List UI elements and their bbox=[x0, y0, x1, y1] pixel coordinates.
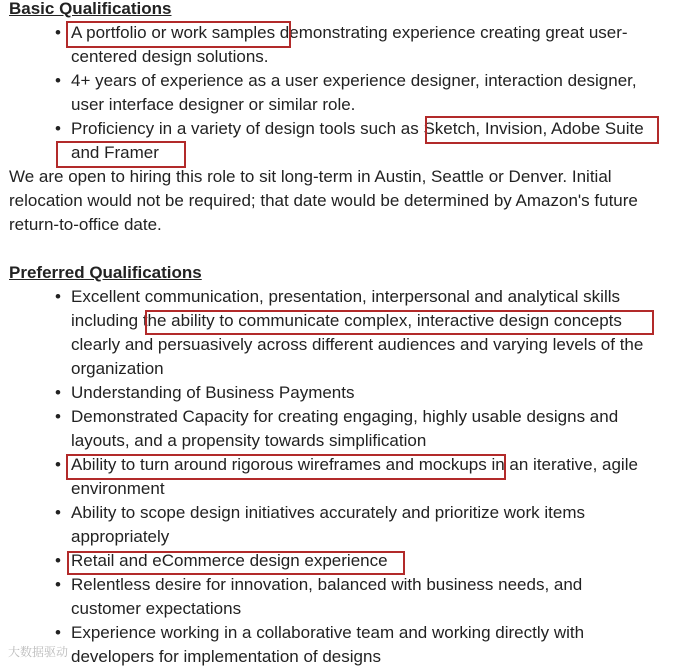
list-item bbox=[55, 117, 656, 165]
bullet-icon: • bbox=[55, 503, 61, 522]
list-item bbox=[55, 285, 656, 381]
bullet-icon: • bbox=[55, 575, 61, 594]
bullet-icon: • bbox=[55, 455, 61, 474]
watermark: 大数据驱动 bbox=[8, 645, 69, 659]
list-item bbox=[55, 621, 656, 669]
list-item bbox=[55, 21, 656, 69]
list-item-text: A portfolio or work samples demonstrating experience creating great user-centered design solutions. bbox=[71, 23, 628, 66]
list-item bbox=[55, 501, 656, 549]
bullet-icon: • bbox=[55, 551, 61, 570]
bullet-icon: • bbox=[55, 623, 61, 642]
list-item bbox=[55, 453, 656, 501]
bullet-icon: • bbox=[55, 287, 61, 306]
list-item-text: 4+ years of experience as a user experience designer, interaction designer, user interface designer or similar role. bbox=[71, 71, 637, 114]
list-item bbox=[55, 573, 656, 621]
list-item-text: Proficiency in a variety of design tools such as Sketch, Invision, Adobe Suite and Framer bbox=[71, 119, 644, 162]
bullet-icon: • bbox=[55, 23, 61, 42]
section-spacer bbox=[9, 237, 685, 261]
bullet-icon: • bbox=[55, 119, 61, 138]
bullet-icon: • bbox=[55, 71, 61, 90]
preferred-qualifications-heading: Preferred Qualifications bbox=[9, 263, 202, 282]
list-item-text: Ability to turn around rigorous wireframes and mockups in an iterative, agile environment bbox=[71, 455, 638, 498]
list-item-text: Excellent communication, presentation, interpersonal and analytical skills including the ability to communicate complex, interactive design concepts clearly and persuasively across different audiences and varying levels of the organization bbox=[71, 287, 644, 378]
list-item-text: Relentless desire for innovation, balanced with business needs, and customer expectations bbox=[71, 575, 583, 618]
list-item-text: Demonstrated Capacity for creating engaging, highly usable designs and layouts, and a propensity towards simplification bbox=[71, 407, 619, 450]
list-item-text: Experience working in a collaborative team and working directly with developers for implementation of designs bbox=[71, 623, 585, 666]
bullet-icon: • bbox=[55, 383, 61, 402]
job-qualifications-document bbox=[9, 0, 685, 669]
location-note: We are open to hiring this role to sit long-term in Austin, Seattle or Denver. Initial relocation would not be required; that date would be determined by Amazon's future return-to-office date. bbox=[9, 167, 638, 234]
list-item bbox=[55, 381, 656, 405]
list-item bbox=[55, 405, 656, 453]
list-item-text: Retail and eCommerce design experience bbox=[71, 551, 388, 570]
basic-qualifications-heading: Basic Qualifications bbox=[9, 0, 172, 18]
list-item-text: Ability to scope design initiatives accurately and prioritize work items appropriately bbox=[71, 503, 586, 546]
bullet-icon: • bbox=[55, 407, 61, 426]
list-item bbox=[55, 69, 656, 117]
list-item-text: Understanding of Business Payments bbox=[71, 383, 355, 402]
basic-qualifications-list bbox=[9, 21, 685, 165]
preferred-qualifications-list bbox=[9, 285, 685, 669]
list-item bbox=[55, 549, 656, 573]
